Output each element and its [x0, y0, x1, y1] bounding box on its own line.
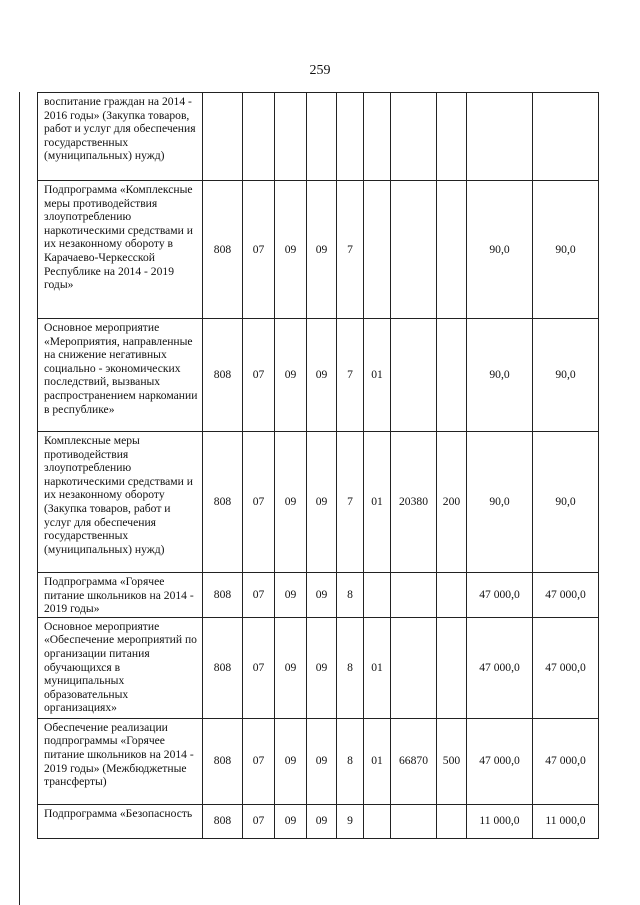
- sum-year-1-cell: 90,0: [467, 432, 533, 573]
- sum-year-1-cell: [467, 93, 533, 181]
- section-cell: 07: [243, 319, 275, 432]
- section-cell: 07: [243, 617, 275, 718]
- ved-cell: 808: [203, 617, 243, 718]
- subsection-cell: 09: [275, 804, 307, 838]
- table-row: [38, 617, 599, 718]
- program-cell: 09: [307, 617, 337, 718]
- row-name: Основное мероприятие «Мероприятия, направленные на снижение негативных социально - экономических последствий, вызваных распространением наркомании в республике»: [38, 319, 203, 432]
- table-row: [38, 804, 599, 838]
- measure-cell: 01: [364, 319, 391, 432]
- subprogram-cell: 7: [337, 432, 364, 573]
- ved-cell: [203, 93, 243, 181]
- row-name: Обеспечение реализации подпрограммы «Горячее питание школьников на 2014 - 2019 годы» (Межбюджетные трансферты): [38, 718, 203, 804]
- left-margin-line: [19, 92, 20, 905]
- ved-cell: 808: [203, 718, 243, 804]
- program-cell: 09: [307, 718, 337, 804]
- subsection-cell: 09: [275, 718, 307, 804]
- expense-type-cell: [437, 617, 467, 718]
- sum-year-2-cell: 47 000,0: [533, 718, 599, 804]
- sum-year-2-cell: 47 000,0: [533, 573, 599, 618]
- subprogram-cell: 8: [337, 617, 364, 718]
- section-cell: 07: [243, 804, 275, 838]
- direction-cell: [391, 804, 437, 838]
- direction-cell: [391, 573, 437, 618]
- measure-cell: [364, 804, 391, 838]
- subprogram-cell: 7: [337, 181, 364, 319]
- subprogram-cell: 8: [337, 573, 364, 618]
- budget-table: [37, 92, 599, 839]
- table-row: [38, 573, 599, 618]
- subsection-cell: 09: [275, 573, 307, 618]
- direction-cell: [391, 93, 437, 181]
- program-cell: [307, 93, 337, 181]
- expense-type-cell: [437, 181, 467, 319]
- subsection-cell: 09: [275, 319, 307, 432]
- section-cell: 07: [243, 432, 275, 573]
- subsection-cell: 09: [275, 432, 307, 573]
- measure-cell: [364, 573, 391, 618]
- direction-cell: 66870: [391, 718, 437, 804]
- sum-year-1-cell: 47 000,0: [467, 718, 533, 804]
- expense-type-cell: 500: [437, 718, 467, 804]
- row-name: воспитание граждан на 2014 - 2016 годы» (Закупка товаров, работ и услуг для обеспечения государственных (муниципальных) нужд): [38, 93, 203, 181]
- direction-cell: [391, 319, 437, 432]
- section-cell: [243, 93, 275, 181]
- sum-year-2-cell: 90,0: [533, 432, 599, 573]
- sum-year-1-cell: 47 000,0: [467, 617, 533, 718]
- expense-type-cell: [437, 319, 467, 432]
- program-cell: 09: [307, 181, 337, 319]
- expense-type-cell: 200: [437, 432, 467, 573]
- direction-cell: 20380: [391, 432, 437, 573]
- sum-year-2-cell: 90,0: [533, 319, 599, 432]
- subsection-cell: [275, 93, 307, 181]
- table-row: [38, 93, 599, 181]
- measure-cell: [364, 181, 391, 319]
- sum-year-2-cell: 47 000,0: [533, 617, 599, 718]
- sum-year-2-cell: 90,0: [533, 181, 599, 319]
- direction-cell: [391, 617, 437, 718]
- expense-type-cell: [437, 804, 467, 838]
- expense-type-cell: [437, 93, 467, 181]
- table-row: [38, 432, 599, 573]
- ved-cell: 808: [203, 319, 243, 432]
- subsection-cell: 09: [275, 181, 307, 319]
- subprogram-cell: 7: [337, 319, 364, 432]
- program-cell: 09: [307, 432, 337, 573]
- expense-type-cell: [437, 573, 467, 618]
- row-name: Подпрограмма «Комплексные меры противодействия злоупотреблению наркотическими средствами и их незаконному обороту в Карачаево-Черкесской Республике на 2014 - 2019 годы»: [38, 181, 203, 319]
- ved-cell: 808: [203, 432, 243, 573]
- subprogram-cell: [337, 93, 364, 181]
- table-row: [38, 319, 599, 432]
- sum-year-1-cell: 47 000,0: [467, 573, 533, 618]
- subprogram-cell: 8: [337, 718, 364, 804]
- row-name: Подпрограмма «Горячее питание школьников на 2014 - 2019 годы»: [38, 573, 203, 618]
- measure-cell: [364, 93, 391, 181]
- measure-cell: 01: [364, 617, 391, 718]
- sum-year-1-cell: 90,0: [467, 181, 533, 319]
- ved-cell: 808: [203, 181, 243, 319]
- ved-cell: 808: [203, 804, 243, 838]
- section-cell: 07: [243, 181, 275, 319]
- measure-cell: 01: [364, 718, 391, 804]
- measure-cell: 01: [364, 432, 391, 573]
- section-cell: 07: [243, 573, 275, 618]
- program-cell: 09: [307, 319, 337, 432]
- sum-year-2-cell: [533, 93, 599, 181]
- sum-year-1-cell: 11 000,0: [467, 804, 533, 838]
- direction-cell: [391, 181, 437, 319]
- table-row: [38, 181, 599, 319]
- ved-cell: 808: [203, 573, 243, 618]
- program-cell: 09: [307, 804, 337, 838]
- table-row: [38, 718, 599, 804]
- row-name: Подпрограмма «Безопасность: [38, 804, 203, 838]
- sum-year-1-cell: 90,0: [467, 319, 533, 432]
- program-cell: 09: [307, 573, 337, 618]
- subprogram-cell: 9: [337, 804, 364, 838]
- section-cell: 07: [243, 718, 275, 804]
- subsection-cell: 09: [275, 617, 307, 718]
- page-number: 259: [309, 63, 331, 78]
- row-name: Основное мероприятие «Обеспечение мероприятий по организации питания обучающихся в муниципальных образовательных организациях»: [38, 617, 203, 718]
- row-name: Комплексные меры противодействия злоупотреблению наркотическими средствами и их незаконному обороту (Закупка товаров, работ и услуг для обеспечения государственных (муниципальных) нужд): [38, 432, 203, 573]
- sum-year-2-cell: 11 000,0: [533, 804, 599, 838]
